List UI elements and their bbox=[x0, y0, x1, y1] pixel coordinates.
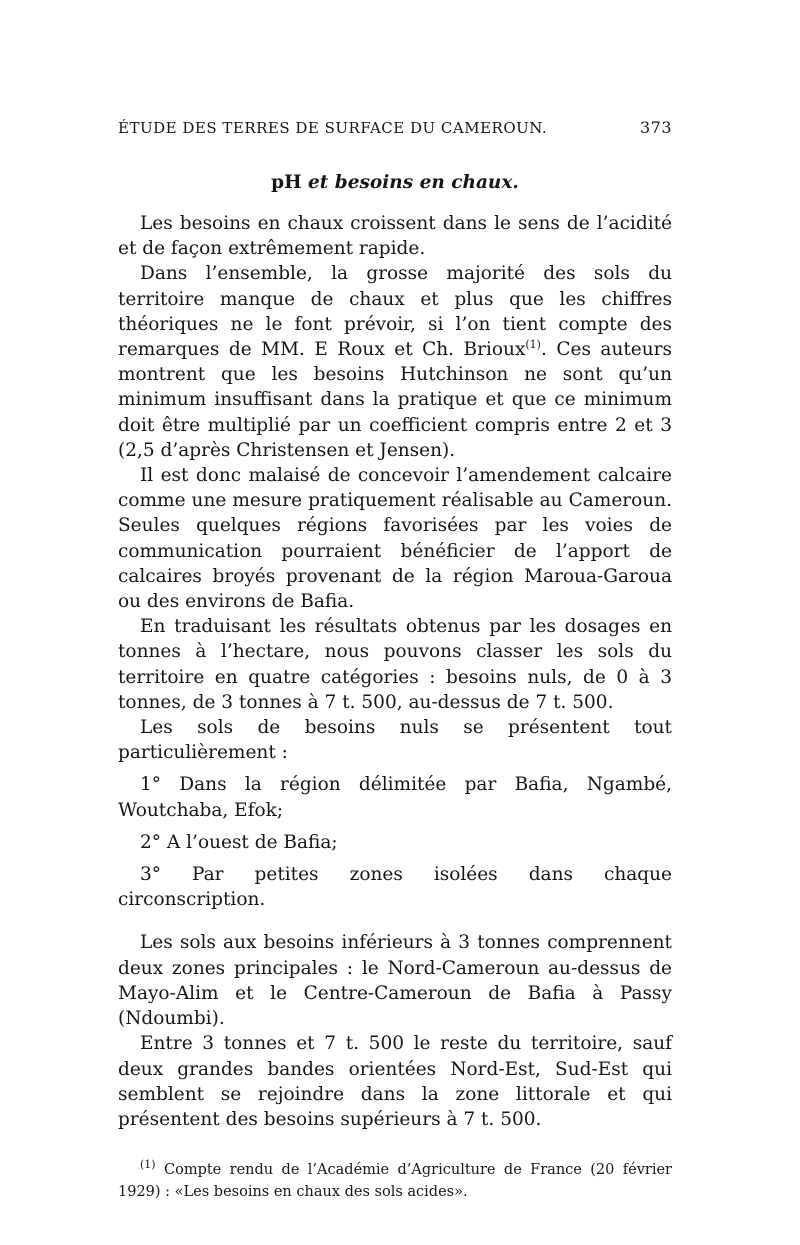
running-head bbox=[118, 118, 672, 144]
paragraph-6: Les sols aux besoins inférieurs à 3 tonnes comprennent deux zones principales : le Nord-Cameroun au-dessus de Mayo-Alim et le Centre-Cameroun de Bafia à Passy (Ndoumbi). bbox=[118, 932, 672, 1030]
paragraph-1: Les besoins en chaux croissent dans le sens de l’acidité et de façon extrêmement rapide. bbox=[118, 213, 672, 260]
paragraph-2-continued: Ces auteurs montrent que les besoins Hutchinson ne sont qu’un minimum insuffisant dans la pratique et que ce minimum doit être multiplié par un coefficient compris entre 2 et 3 (2,5 d’après Christensen et Jensen). bbox=[118, 339, 672, 461]
paragraph-3: Il est donc malaisé de concevoir l’amendement calcaire comme une mesure pratiquement réalisable au Cameroun. Seules quelques régions favorisées par les voies de communication pourraient bénéficier de l’apport de calcaires broyés provenant de la région Maroua-Garoua ou des environs de Bafia. bbox=[118, 465, 672, 613]
section-title-italic: et besoins en chaux. bbox=[308, 172, 519, 193]
paragraph-5: Les sols de besoins nuls se présentent tout particulièrement : bbox=[118, 717, 672, 764]
footnote-reference[interactable]: (1) bbox=[525, 337, 541, 351]
page-number: 373 bbox=[639, 118, 672, 137]
section-title bbox=[118, 172, 672, 193]
paragraph-2-text: Dans l’ensemble, la grosse majorité des sols du territoire manque de chaux et plus que les chiffres théoriques ne le font prévoir, si l’on tient compte des remarques de MM. E Roux et Ch. Brioux bbox=[118, 263, 672, 361]
footnote-text: Compte rendu de l’Académie d’Agriculture de France (20 février 1929) : «Les besoins en chaux des sols acides». bbox=[118, 1162, 672, 1201]
list-item: 3° Par petites zones isolées dans chaque circonscription. bbox=[118, 864, 672, 911]
numbered-list bbox=[118, 772, 672, 912]
footnote-marker: (1) bbox=[140, 1158, 156, 1172]
list-item: 2° A l’ouest de Bafia; bbox=[140, 831, 338, 853]
paragraph-2: Dans l’ensemble, la grosse majorité des sols du territoire manque de chaux et plus que les chiffres théoriques ne le font prévoir, si l’on tient compte des remarques de MM. E Roux et Ch. Brioux$^{(1)}$. Ces auteurs montrent que les besoins Hutchinson ne sont qu’un minimum insuffisant dans la pratique et que ce minimum doit être multiplié par un coefficient compris entre 2 et 3 (2,5 d’après Christensen et Jensen). bbox=[118, 263, 672, 461]
section-title-plain: pH bbox=[271, 172, 302, 193]
paragraph-4: En traduisant les résultats obtenus par les dosages en tonnes à l’hectare, nous pouvons classer les sols du territoire en quatre catégories : besoins nuls, de 0 à 3 tonnes, de 3 tonnes à 7 t. 500, au-dessus de 7 t. 500. bbox=[118, 616, 672, 713]
footnote bbox=[118, 1159, 672, 1203]
document-page bbox=[118, 118, 672, 1203]
paragraph-7: Entre 3 tonnes et 7 t. 500 le reste du territoire, sauf deux grandes bandes orientées Nord-Est, Sud-Est qui semblent se rejoindre dans la zone littorale et qui présentent des besoins supérieurs à 7 t. 500. bbox=[118, 1033, 672, 1130]
list-item: 1° Dans la région délimitée par Bafia, Ngambé, Woutchaba, Efok; bbox=[118, 774, 672, 821]
running-title: ÉTUDE DES TERRES DE SURFACE DU CAMEROUN. bbox=[118, 119, 548, 137]
